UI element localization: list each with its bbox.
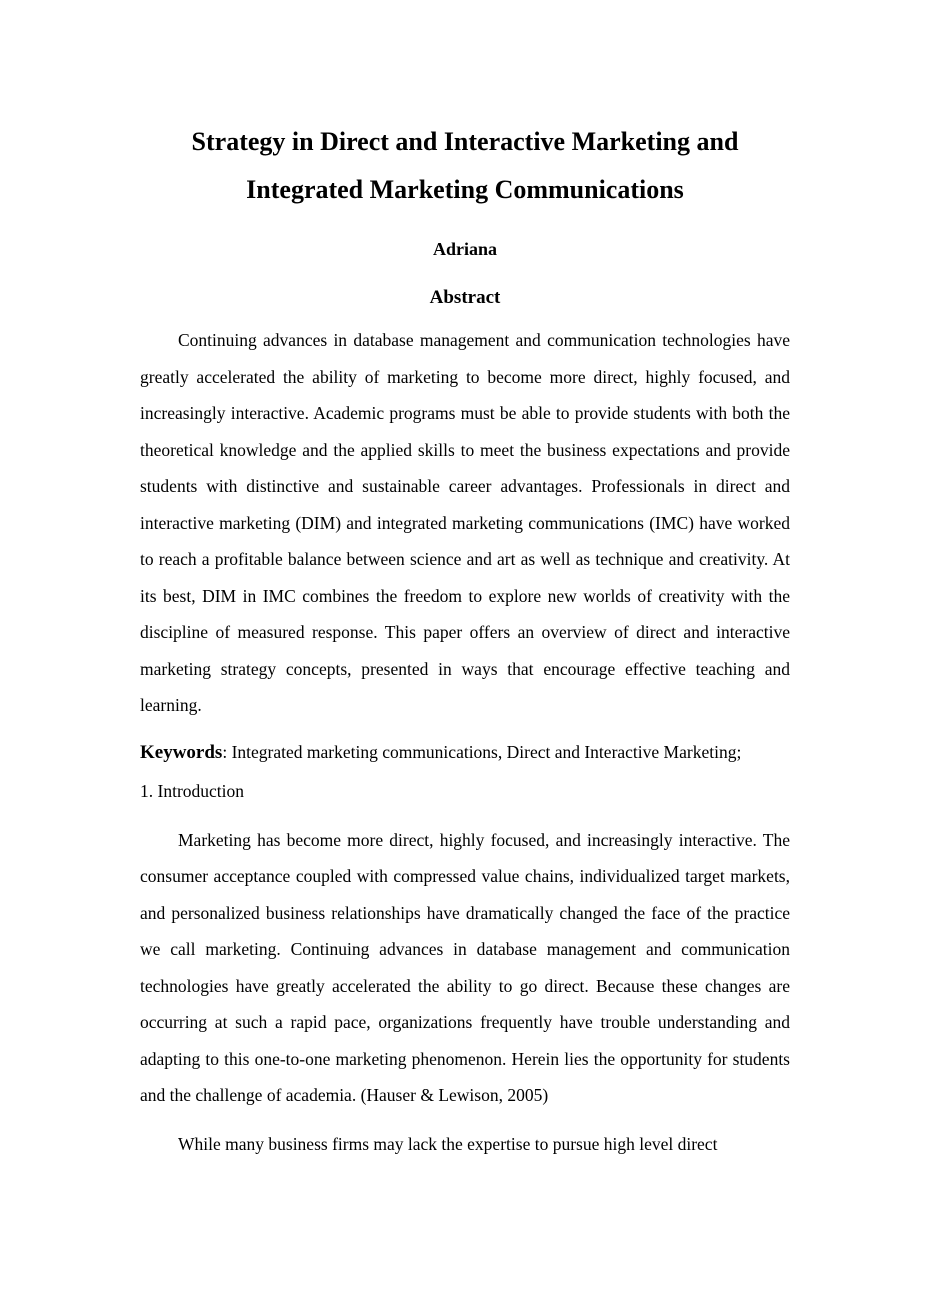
intro-paragraph-1: Marketing has become more direct, highly focused, and increasingly interactive. The consumer acceptance coupled with compressed value chains, individualized target markets, and personalized business relationships have dramatically changed the face of the practice we call marketing. Continuing advances in database management and communication technologies have greatly accelerated the ability to go direct. Because these changes are occurring at such a rapid pace, organizations frequently have trouble understanding and adapting to this one-to-one marketing phenomenon. Herein lies the opportunity for students and the challenge of academia. (Hauser & Lewison, 2005) [140, 829, 790, 1105]
paper-title-line1: Strategy in Direct and Interactive Marketing and [191, 127, 739, 156]
abstract-paragraph: Continuing advances in database management and communication technologies have greatly accelerated the ability of marketing to become more direct, highly focused, and increasingly interactive. Academic programs must be able to provide students with both the theoretical knowledge and the applied skills to meet the business expectations and provide students with distinctive and sustainable career advantages. Professionals in direct and interactive marketing (DIM) and integrated marketing communications (IMC) have worked to reach a profitable balance between science and art as well as technique and creativity. At its best, DIM in IMC combines the freedom to explore new worlds of creativity with the discipline of measured response. This paper offers an overview of direct and interactive marketing strategy concepts, presented in ways that encourage effective teaching and learning. [140, 330, 790, 715]
keywords-text: : Integrated marketing communications, Direct and Interactive Marketing; [222, 741, 742, 762]
paper-title-line2: Integrated Marketing Communications [246, 175, 684, 204]
section-heading-introduction: 1. Introduction [140, 781, 245, 801]
keywords-label: Keywords [140, 741, 223, 763]
abstract-heading: Abstract [429, 287, 501, 308]
intro-paragraph-2: While many business firms may lack the expertise to pursue high level direct [178, 1133, 718, 1154]
author-name: Adriana [432, 239, 497, 259]
paper-title [140, 118, 790, 214]
keywords-line [140, 734, 790, 772]
